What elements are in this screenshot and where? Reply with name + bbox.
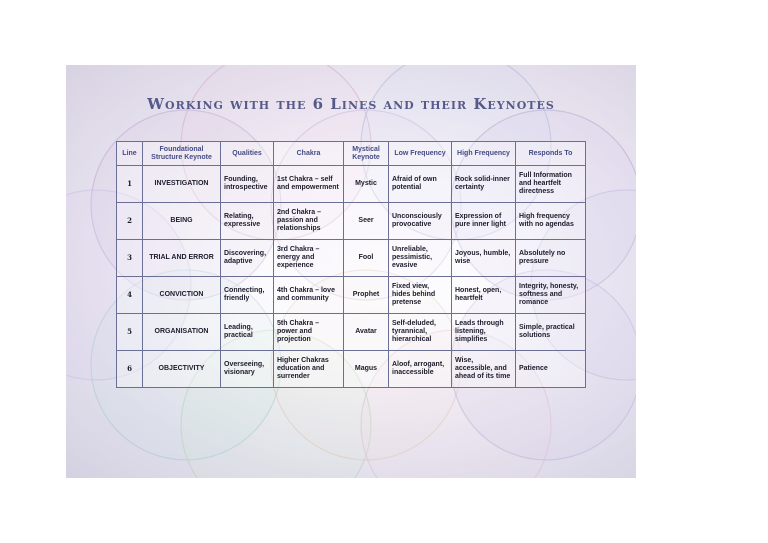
chakra-cell: Higher Chakras education and surrender xyxy=(274,351,344,388)
high-frequency-cell: Expression of pure inner light xyxy=(452,203,516,240)
responds-cell: Simple, practical solutions xyxy=(516,314,586,351)
qualities-cell: Founding, introspective xyxy=(221,166,274,203)
table-row xyxy=(117,203,586,240)
mystical-cell: Avatar xyxy=(344,314,389,351)
page-title: Working with the 6 Lines and their Keynotes xyxy=(147,95,555,113)
mystical-cell: Seer xyxy=(344,203,389,240)
header-qualities: Qualities xyxy=(221,142,274,166)
chakra-cell: 4th Chakra – love and community xyxy=(274,277,344,314)
keynotes-table xyxy=(116,141,586,388)
responds-cell: Integrity, honesty, softness and romance xyxy=(516,277,586,314)
mystical-cell: Prophet xyxy=(344,277,389,314)
header-chakra: Chakra xyxy=(274,142,344,166)
mystical-cell: Fool xyxy=(344,240,389,277)
high-frequency-cell: Joyous, humble, wise xyxy=(452,240,516,277)
keynote-cell: ORGANISATION xyxy=(143,314,221,351)
chakra-cell: 2nd Chakra – passion and relationships xyxy=(274,203,344,240)
low-frequency-cell: Unreliable, pessimistic, evasive xyxy=(389,240,452,277)
qualities-cell: Overseeing, visionary xyxy=(221,351,274,388)
low-frequency-cell: Fixed view, hides behind pretense xyxy=(389,277,452,314)
qualities-cell: Discovering, adaptive xyxy=(221,240,274,277)
keynote-cell: OBJECTIVITY xyxy=(143,351,221,388)
chakra-cell: 3rd Chakra – energy and experience xyxy=(274,240,344,277)
table-row xyxy=(117,314,586,351)
keynote-cell: BEING xyxy=(143,203,221,240)
keynote-cell: TRIAL AND ERROR xyxy=(143,240,221,277)
line-number: 5 xyxy=(117,314,143,351)
high-frequency-cell: Wise, accessible, and ahead of its time xyxy=(452,351,516,388)
responds-cell: High frequency with no agendas xyxy=(516,203,586,240)
qualities-cell: Connecting, friendly xyxy=(221,277,274,314)
responds-cell: Patience xyxy=(516,351,586,388)
table-row xyxy=(117,277,586,314)
table-header-row xyxy=(117,142,586,166)
keynote-cell: CONVICTION xyxy=(143,277,221,314)
line-number: 6 xyxy=(117,351,143,388)
line-number: 2 xyxy=(117,203,143,240)
header-line: Line xyxy=(117,142,143,166)
header-mystical: Mystical Keynote xyxy=(344,142,389,166)
responds-cell: Absolutely no pressure xyxy=(516,240,586,277)
table-row xyxy=(117,166,586,203)
line-number: 4 xyxy=(117,277,143,314)
responds-cell: Full Information and heartfelt directness xyxy=(516,166,586,203)
high-frequency-cell: Rock solid-inner certainty xyxy=(452,166,516,203)
qualities-cell: Leading, practical xyxy=(221,314,274,351)
header-keynote: Foundational Structure Keynote xyxy=(143,142,221,166)
line-number: 1 xyxy=(117,166,143,203)
table-row xyxy=(117,351,586,388)
mystical-cell: Magus xyxy=(344,351,389,388)
keynotes-poster xyxy=(66,65,636,478)
qualities-cell: Relating, expressive xyxy=(221,203,274,240)
low-frequency-cell: Unconsciously provocative xyxy=(389,203,452,240)
keynote-cell: INVESTIGATION xyxy=(143,166,221,203)
line-number: 3 xyxy=(117,240,143,277)
header-responds: Responds To xyxy=(516,142,586,166)
table-row xyxy=(117,240,586,277)
chakra-cell: 1st Chakra – self and empowerment xyxy=(274,166,344,203)
high-frequency-cell: Leads through listening, simplifies xyxy=(452,314,516,351)
header-low: Low Frequency xyxy=(389,142,452,166)
chakra-cell: 5th Chakra – power and projection xyxy=(274,314,344,351)
high-frequency-cell: Honest, open, heartfelt xyxy=(452,277,516,314)
header-high: High Frequency xyxy=(452,142,516,166)
mystical-cell: Mystic xyxy=(344,166,389,203)
low-frequency-cell: Self-deluded, tyrannical, hierarchical xyxy=(389,314,452,351)
low-frequency-cell: Afraid of own potential xyxy=(389,166,452,203)
low-frequency-cell: Aloof, arrogant, inaccessible xyxy=(389,351,452,388)
